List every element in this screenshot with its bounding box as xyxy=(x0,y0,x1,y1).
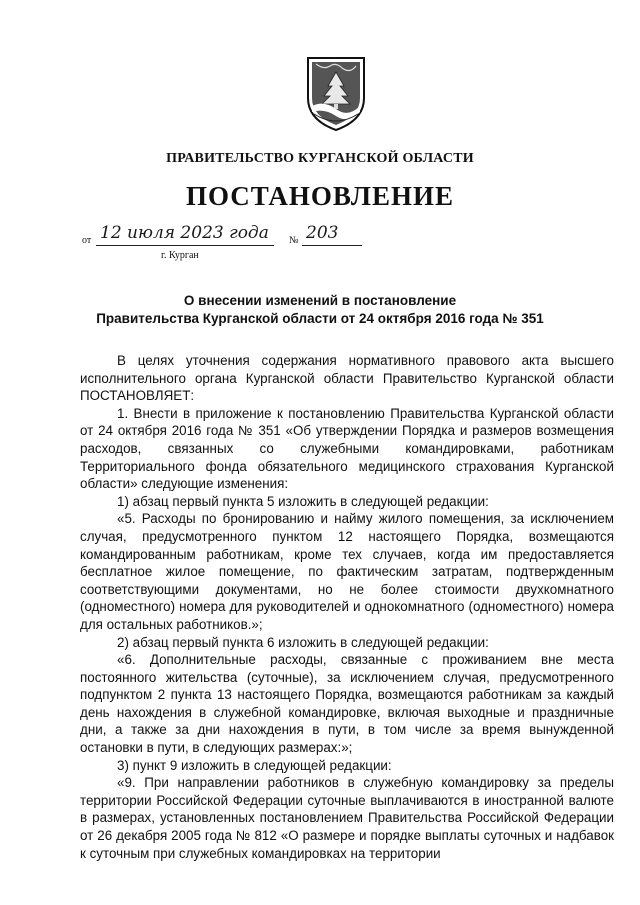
city: г. Курган xyxy=(161,250,199,261)
document-type-title: ПОСТАНОВЛЕНИЕ xyxy=(185,181,455,211)
document-title xyxy=(0,292,640,328)
paragraph-quote-5: «5. Расходы по бронированию и найму жилого помещения, за исключением случая, предусмотренного пунктом 12 настоящего Порядка, возмещаются командированным работникам, кроме тех случаев, когда им предоставляется бесплатное жилое помещение, по фактическим затратам, подтвержденным соответствующими документами, но не более стоимости двухкомнатного (одноместного) номера для руководителей и однокомнатного (одноместного) номера для остальных работников.»; xyxy=(80,511,614,632)
government-name: ПРАВИТЕЛЬСТВО КУРГАНСКОЙ ОБЛАСТИ xyxy=(166,151,474,166)
title-line-1: О внесении изменений в постановление xyxy=(183,293,457,308)
document-body xyxy=(80,352,614,862)
date-prefix: от xyxy=(82,235,92,246)
date-number-line xyxy=(82,225,382,270)
paragraph-item-1: 1. Внести в приложение к постановлению Правительства Курганской области от 24 октября 2016 года № 351 «Об утверждении Порядка и размеров возмещения расходов, связанных со служебными командировками, работникам Территориального фонда обязательного медицинского страхования Курганской области» следующие изменения: xyxy=(80,405,614,492)
number-prefix: № xyxy=(289,235,299,246)
paragraph-subitem-3: 3) пункт 9 изложить в следующей редакции: xyxy=(117,757,392,773)
coat-of-arms-icon xyxy=(302,54,370,132)
paragraph-subitem-2: 2) абзац первый пункта 6 изложить в следующей редакции: xyxy=(117,634,489,650)
paragraph-quote-6: «6. Дополнительные расходы, связанные с проживанием вне места постоянного жительства (суточные), за исключением случая, предусмотренного подпунктом 2 пункта 13 настоящего Порядка, возмещаются работникам за каждый день нахождения в служебной командировке, включая выходные и праздничные дни, а также за дни нахождения в пути, в том числе за время вынужденной остановки в пути, в следующих размерах:»; xyxy=(80,652,614,756)
handwritten-date: 12 июля 2023 года xyxy=(100,223,269,243)
paragraph-preamble: В целях уточнения содержания нормативного правового акта высшего исполнительного органа Курганской области Правительство Курганской области ПОСТАНОВЛЯЕТ: xyxy=(80,353,614,404)
paragraph-quote-9: «9. При направлении работников в служебную командировку за пределы территории Российской Федерации суточные выплачиваются в иностранной валюте в размерах, установленных постановлением Правительства Российской Федерации от 26 декабря 2005 года № 812 «О размере и порядке выплаты суточных и надбавок к суточным при служебных командировках на территории xyxy=(80,775,614,861)
paragraph-subitem-1: 1) абзац первый пункта 5 изложить в следующей редакции: xyxy=(117,493,489,509)
handwritten-number: 203 xyxy=(306,223,339,243)
title-line-2: Правительства Курганской области от 24 октября 2016 года № 351 xyxy=(96,311,544,326)
date-underline xyxy=(96,245,274,246)
number-underline xyxy=(302,245,362,246)
